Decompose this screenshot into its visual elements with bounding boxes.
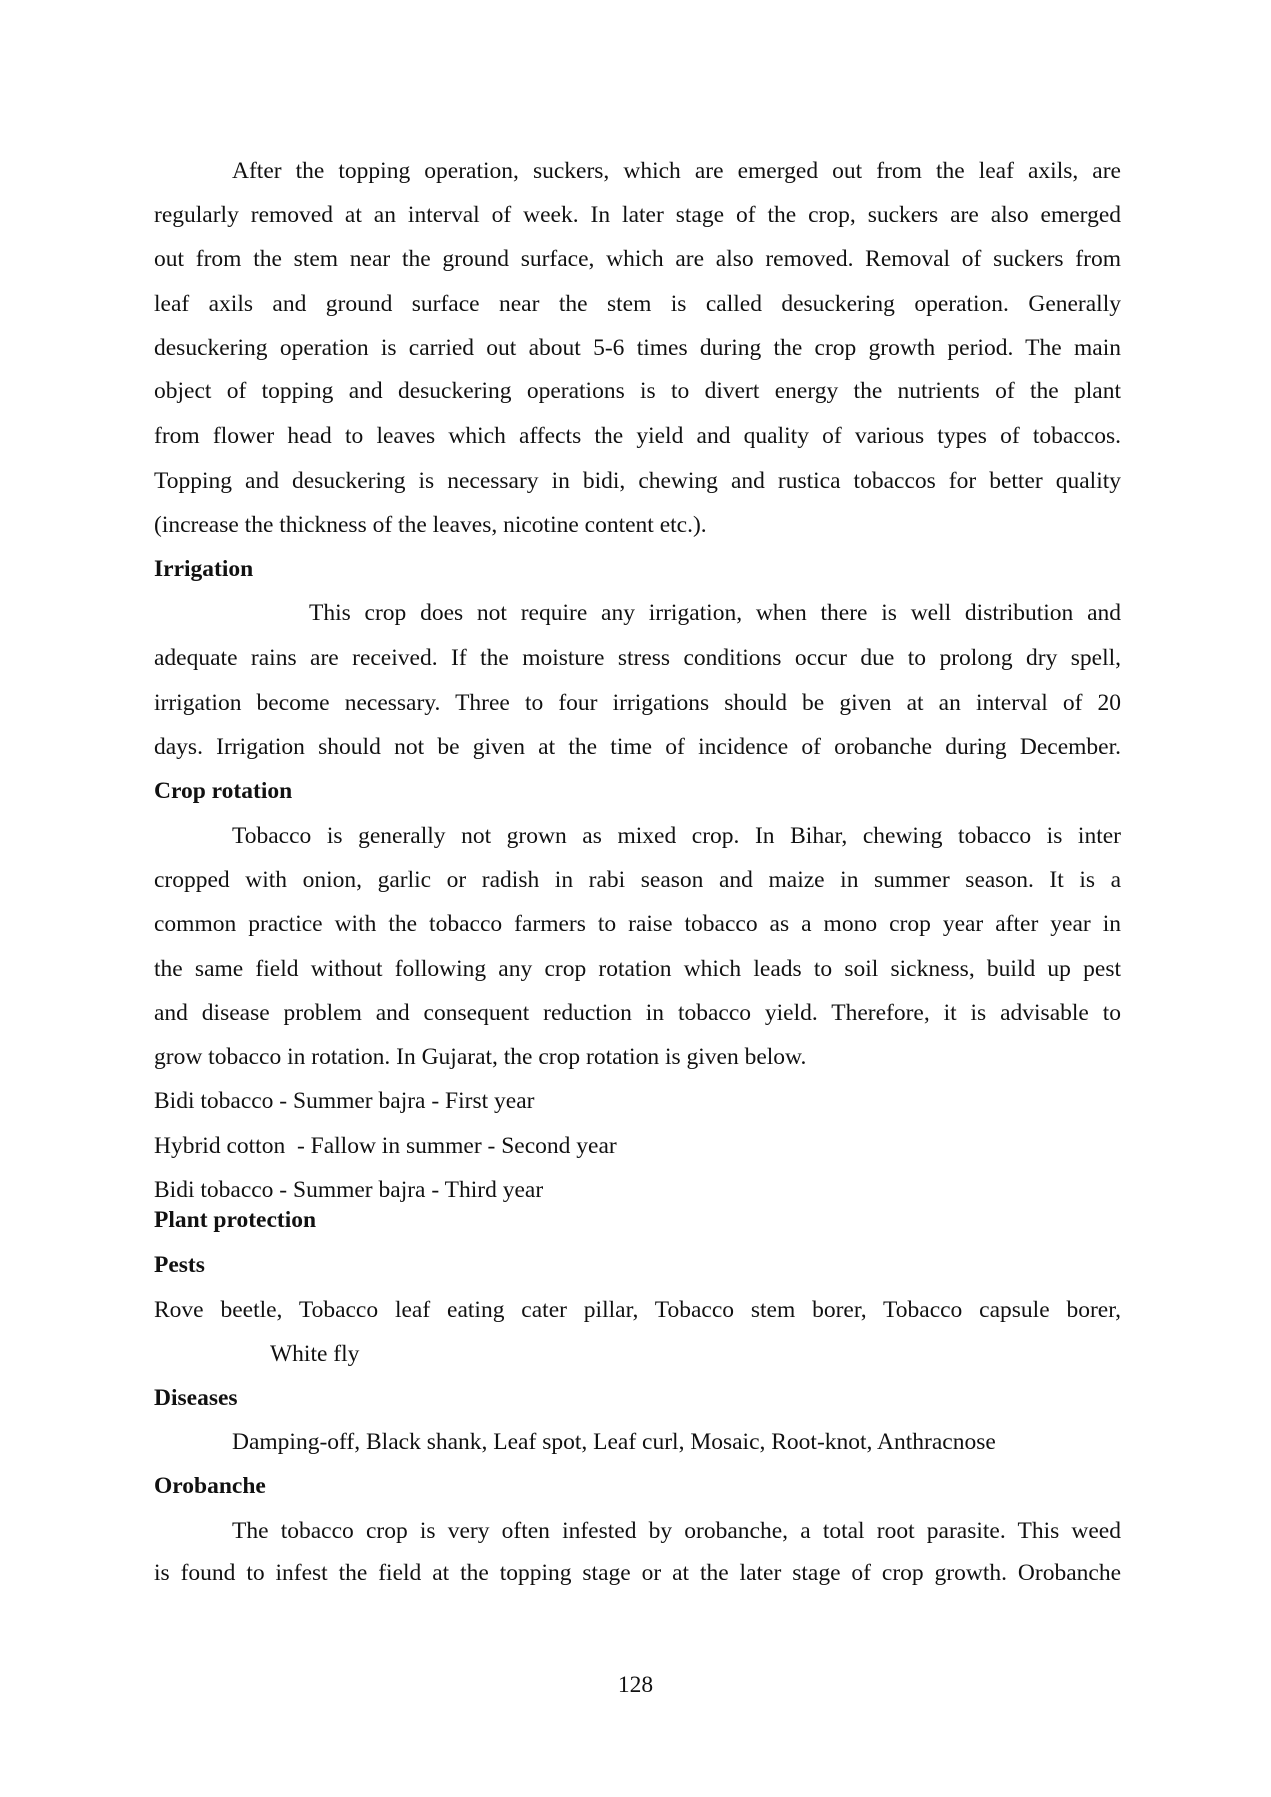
paragraph-line: irrigation become necessary. Three to four irrigations should be given at an interval of 20	[154, 690, 1121, 716]
paragraph-line: is found to infest the field at the topping stage or at the later stage of crop growth. Orobanche	[154, 1560, 1121, 1586]
paragraph-line: common practice with the tobacco farmers to raise tobacco as a mono crop year after year in	[154, 911, 1121, 937]
subheading-pests: Pests	[154, 1252, 205, 1278]
paragraph-line: (increase the thickness of the leaves, nicotine content etc.).	[154, 512, 707, 538]
paragraph-line: This crop does not require any irrigation, when there is well distribution and	[309, 600, 1121, 626]
paragraph-line: regularly removed at an interval of week. In later stage of the crop, suckers are also emerged	[154, 202, 1121, 228]
page-number: 128	[617, 1672, 654, 1698]
section-heading-orobanche: Orobanche	[154, 1473, 266, 1499]
rotation-item: Hybrid cotton - Fallow in summer - Second year	[154, 1133, 617, 1159]
subheading-diseases: Diseases	[154, 1385, 238, 1411]
pests-line: Rove beetle, Tobacco leaf eating cater pillar, Tobacco stem borer, Tobacco capsule borer,	[154, 1297, 1121, 1323]
section-heading-irrigation: Irrigation	[154, 556, 254, 582]
paragraph-line: from flower head to leaves which affects the yield and quality of various types of tobaccos.	[154, 423, 1121, 449]
paragraph-line: grow tobacco in rotation. In Gujarat, the crop rotation is given below.	[154, 1044, 807, 1070]
paragraph-line: adequate rains are received. If the moisture stress conditions occur due to prolong dry spell,	[154, 645, 1121, 671]
paragraph-line: and disease problem and consequent reduction in tobacco yield. Therefore, it is advisable to	[154, 1000, 1121, 1026]
section-heading-crop-rotation: Crop rotation	[154, 778, 293, 804]
section-heading-plant-protection: Plant protection	[154, 1207, 317, 1233]
paragraph-line: the same field without following any crop rotation which leads to soil sickness, build up pest	[154, 956, 1121, 982]
paragraph-line: cropped with onion, garlic or radish in rabi season and maize in summer season. It is a	[154, 867, 1121, 893]
paragraph-line: Topping and desuckering is necessary in bidi, chewing and rustica tobaccos for better quality	[154, 468, 1121, 494]
paragraph-line: After the topping operation, suckers, which are emerged out from the leaf axils, are	[232, 158, 1121, 184]
paragraph-line: desuckering operation is carried out about 5-6 times during the crop growth period. The main	[154, 335, 1121, 361]
rotation-item: Bidi tobacco - Summer bajra - First year	[154, 1088, 535, 1114]
paragraph-line: The tobacco crop is very often infested by orobanche, a total root parasite. This weed	[232, 1518, 1121, 1544]
paragraph-line: object of topping and desuckering operations is to divert energy the nutrients of the plant	[154, 378, 1121, 404]
paragraph-line: leaf axils and ground surface near the stem is called desuckering operation. Generally	[154, 291, 1121, 317]
rotation-item: Bidi tobacco - Summer bajra - Third year	[154, 1177, 544, 1203]
paragraph-line: out from the stem near the ground surface, which are also removed. Removal of suckers from	[154, 246, 1121, 272]
diseases-line: Damping-off, Black shank, Leaf spot, Leaf curl, Mosaic, Root-knot, Anthracnose	[232, 1429, 996, 1455]
paragraph-line: days. Irrigation should not be given at the time of incidence of orobanche during December.	[154, 734, 1121, 760]
paragraph-line: Tobacco is generally not grown as mixed crop. In Bihar, chewing tobacco is inter	[232, 823, 1121, 849]
pests-line: White fly	[270, 1341, 360, 1367]
